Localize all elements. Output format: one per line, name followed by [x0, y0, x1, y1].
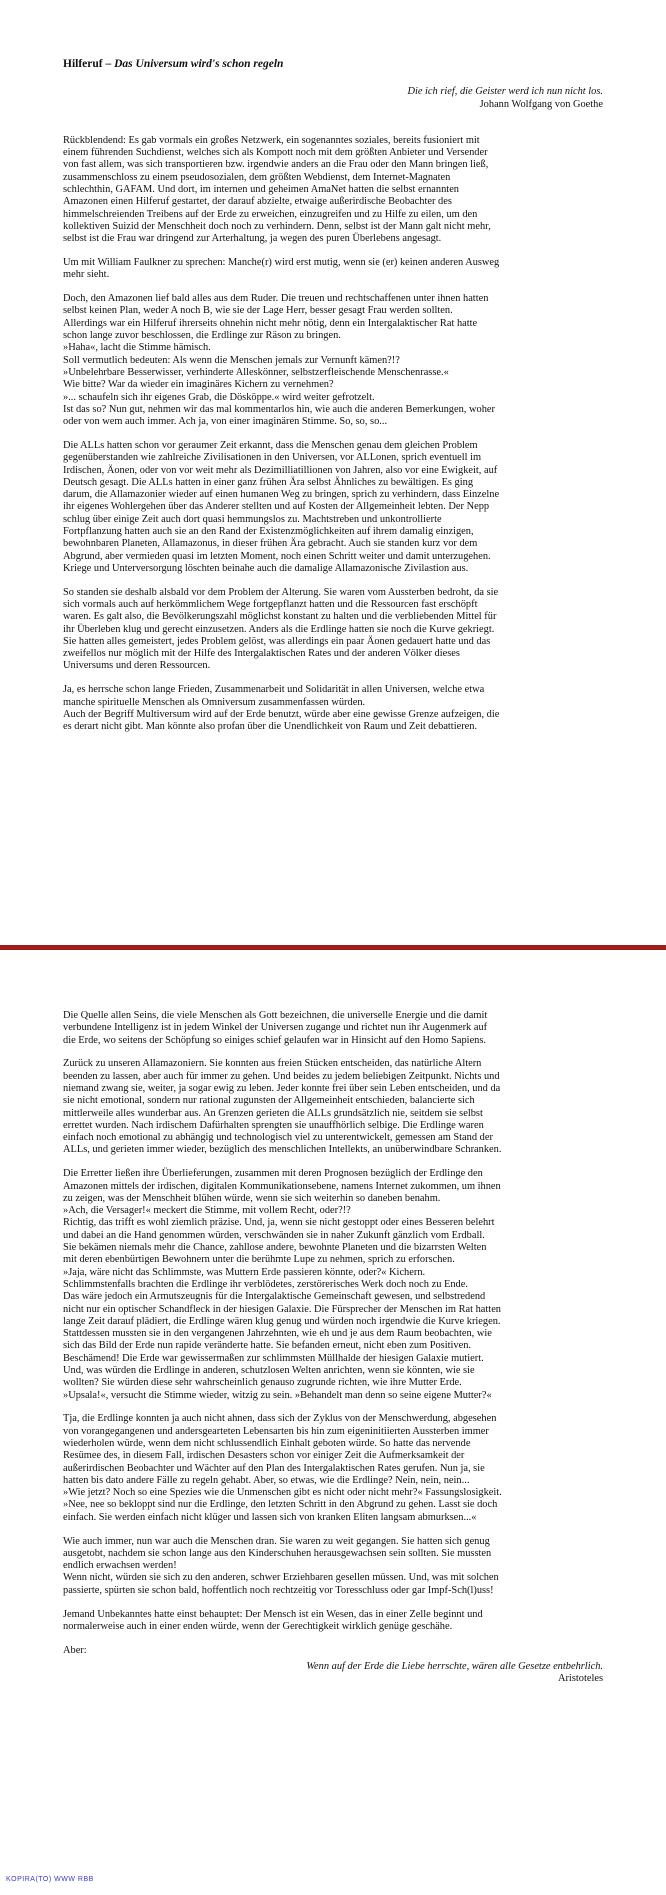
text-line: waren. Es galt also, die Bevölkerungszahl möglichst konstant zu halten und die verbliebenden Mittel für [63, 611, 497, 623]
text-line: ihr eigenes Wohlergehen über das Anderer stellten und auf Kosten der Allgemeinheit lebten. Der Nepp [63, 501, 490, 513]
text-line: himmelschreienden Treibens auf der Erde zu erweichen, einzugreifen und zu Hilfe zu eilen, um den [63, 208, 478, 220]
text-line: »Wie jetzt? Noch so eine Spezies wie die Unmenschen gibt es nicht oder nicht mehr?« Fassungslosigkeit. [63, 1487, 502, 1499]
paragraph [63, 587, 603, 673]
text-line: So standen sie deshalb alsbald vor dem Problem der Alterung. Sie waren vom Aussterben bedroht, da sie [63, 586, 499, 598]
text-line: Tja, die Erdlinge konnten ja auch nicht ahnen, dass sich der Zyklus von der Menschwerdung, abgesehen [63, 1413, 497, 1425]
closing-quote-author: Aristoteles [557, 1673, 603, 1685]
text-line: Beschämend! Die Erde war gewissermaßen zur schlimmsten Müllhalde der hiesigen Galaxie mutiert. [63, 1352, 484, 1364]
text-line: ihr Überleben klug und gerecht einzusetzen. Anders als die Erdlinge hatten sie noch die Kurve gekriegt. [63, 623, 495, 635]
text-line: Ja, es herrsche schon lange Frieden, Zusammenarbeit und Solidarität in allen Universen, welche etwa [63, 684, 485, 696]
text-line: sich vormals auch auf herkömmlichem Wege fortgepflanzt hatten und die Ressourcen fast erschöpft [63, 598, 478, 610]
closing-quote [63, 1661, 603, 1686]
text-line: nicht nur ein optischer Schandfleck in der hiesigen Galaxie. Die Fürsprecher der Menschen im Rat hatten [63, 1303, 501, 1315]
text-line: Die Quelle allen Seins, die viele Menschen als Gott bezeichnen, die universelle Energie und die damit [63, 1010, 488, 1021]
text-line: einfach noch emotional zu abhängig und technologisch viel zu unterentwickelt, gemessen am Stand der [63, 1132, 493, 1144]
text-line: Universums und deren Ressourcen. [63, 660, 211, 672]
text-line: Wie bitte? War da wieder ein imaginäres Kichern zu vernehmen? [63, 379, 334, 391]
page-two [0, 1010, 666, 1686]
text-line: oder von wem auch immer. Ach ja, von einer imaginären Stimme. So, so, so... [63, 416, 388, 428]
text-line: Das wäre jedoch ein Armutszeugnis für die Intergalaktische Gemeinschaft gewesen, und selbstredend [63, 1291, 486, 1303]
story-title: Hilferuf – Das Universum wird's schon regeln [63, 58, 284, 70]
paragraph [63, 1010, 603, 1047]
text-line: verbundene Intelligenz ist in jedem Winkel der Universen zugange und richtet nun ihr Augenmerk auf [63, 1022, 488, 1034]
text-line: zu zeigen, was der Menschheit blühen würde, wenn sie sich weiterhin so daneben benahm. [63, 1192, 441, 1204]
text-line: Ist das so? Nun gut, nehmen wir das mal kommentarlos hin, wie auch die anderen Bemerkungen, woher [63, 403, 495, 415]
text-line: Die ALLs hatten schon vor geraumer Zeit erkannt, dass die Menschen genau dem gleichen Problem [63, 439, 478, 451]
copyright-footer: KOPIRA(TO) WWW RBB [6, 1876, 94, 1883]
text-line: Zurück zu unseren Allamazoniern. Sie konnten aus freien Stücken entscheiden, das natürliche Altern [63, 1058, 482, 1070]
aber-label: Aber: [63, 1644, 87, 1656]
text-line: Deutsch gesagt. Die ALLs hatten in einer ganz frühen Ära selbst Ähnliches zu bewältigen. Es ging [63, 476, 474, 488]
text-line: Irdischen, Äonen, oder von vor weit mehr als Dezimilliatillionen von Jahren, also vor eine Ewigkeit, auf [63, 464, 498, 476]
text-line: beenden zu lassen, aber auch für immer zu gehen. Und beides zu jedem beliebigen Zeitpunkt. Nichts und [63, 1070, 500, 1082]
text-line: wiederholen würde, wenn dem nicht schlussendlich Einhalt geboten würde. So hatte das nervende [63, 1438, 471, 1449]
text-line: Soll vermutlich bedeuten: Als wenn die Menschen jemals zur Vernunft kämen?!? [63, 354, 400, 366]
text-line: von vorangegangenen und andersgearteten Lebensarten bis hin zum eigeninitiierten Aussterben immer [63, 1425, 489, 1437]
text-line: »... schaufeln sich ihr eigenes Grab, die Dösköppe.« wird weiter gefrotzelt. [63, 391, 375, 403]
paragraph [63, 1609, 603, 1634]
text-line: Allerdings war ein Hilferuf ihrerseits ohnehin nicht mehr nötig, denn ein Intergalaktischer Rat hatte [63, 317, 478, 329]
text-line: Amazonen einen Hilferuf gestartet, der darauf abzielte, etwaige außerirdische Beobachter des [63, 196, 452, 208]
text-line: Wenn nicht, würden sie sich zu den anderen, schwer Erziehbaren gesellen müssen. Und, was mit solchen [63, 1572, 499, 1584]
text-line: niemand zwang sie, weiter, ja sogar ewig zu leben. Jeder konnte frei über sein Leben entscheiden, und da [63, 1082, 501, 1094]
text-line: mit deren ebenbürtigen Bewohnern unter die berühmte Lupe zu nehmen, sprich zu erforschen. [63, 1254, 455, 1266]
paragraph [63, 440, 603, 575]
text-line: Stattdessen mussten sie in den vergangenen Jahrzehnten, wie eh und je aus dem Raum beobachten, wie [63, 1328, 492, 1340]
paragraph [63, 135, 603, 246]
text-line: Resümee des, in diesem Fall, irdischen Desasters schon vor einiger Zeit die Aufmerksamkeit der [63, 1450, 465, 1462]
text-line: manche spirituelle Menschen als Omniversum zusammenfassen würden. [63, 696, 366, 708]
text-line: »Haha«, lacht die Stimme hämisch. [63, 342, 211, 354]
text-line: »Jaja, wäre nicht das Schlimmste, was Muttern Erde passieren könnte, oder?« Kichern. [63, 1266, 426, 1278]
epigraph-author: Johann Wolfgang von Goethe [479, 98, 603, 110]
text-line: zweifellos nur möglich mit der Hilfe des Intergalaktischen Rates und der anderen Völker dieses [63, 648, 460, 660]
text-line: ALLs, und gerieten immer wieder, bezüglich des menschlichen Intellekts, an unüberwindbare Schranken. [63, 1144, 502, 1156]
text-line: wollten? Sie würden diese sehr wahrscheinlich genauso zugrunde richten, wie ihre Mutter Erde. [63, 1377, 462, 1389]
text-line: einfach. Sie werden einfach nicht klüger und lassen sich von kranken Eliten langsam abmurksen...« [63, 1511, 477, 1523]
paragraph [63, 1536, 603, 1597]
text-line: Amazonen mittels der irdischen, digitalen Kommunikationsebene, namens Internet zukommen, um ihnen [63, 1180, 501, 1192]
text-line: passierte, spürten sie schon bald, hoffentlich noch rechtzeitig vor Toresschluss oder gar Impf-Sch(l)uss! [63, 1584, 494, 1596]
text-line: Schlimmstenfalls brachten die Erdlinge ihr verblödetes, zerstörerisches Werk doch noch zu Ende. [63, 1278, 468, 1290]
text-line: Abgrund, aber vermieden quasi im letzten Moment, noch einen Schritt weiter und damit unterzugehen. [63, 550, 491, 562]
page-one [0, 58, 666, 745]
text-line: selbst ist die Frau war dringend zur Arterhaltung, ja wegen des puren Überlebens angesagt. [63, 233, 442, 245]
text-line: Um mit William Faulkner zu sprechen: Manche(r) wird erst mutig, wenn sie (er) keinen anderen Ausweg [63, 257, 500, 269]
paragraph [63, 293, 603, 428]
text-line: mittlerweile alles wunderbar aus. An Grenzen gerieten die ALLs grundsätzlich nie, seitdem sie selbst [63, 1107, 483, 1119]
page-divider [0, 945, 666, 950]
text-line: normalerweise auch in einer enden würde, wenn der Gerechtigkeit wirklich genüge geschähe. [63, 1620, 453, 1632]
text-line: einem führenden Suchdienst, welches sich als Kompott noch mit dem größten Anbieter und Versender [63, 147, 488, 159]
text-line: kollektiven Suizid der Menschheit doch noch zu verhindern. Denn, selbst ist der Mann galt nicht mehr, [63, 220, 491, 232]
text-line: schlug über einige Zeit auch dort quasi hemmungslos zu. Machtstreben und unkontrollierte [63, 513, 442, 525]
epigraph-text: Die ich rief, die Geister werd ich nun nicht los. [407, 86, 603, 98]
text-line: gegenüberstanden wie zahlreiche Zivilisationen in den Universen, vor ALLonen, sprich eventuell im [63, 452, 482, 464]
text-line: Rückblendend: Es gab vormals ein großes Netzwerk, ein sogenanntes soziales, bereits fusioniert mit [63, 134, 480, 146]
text-line: und dabei an die Hand genommen würden, verschwänden sie in naher Zukunft gänzlich vom Erdball. [63, 1229, 485, 1241]
text-line: »Unbelehrbare Besserwisser, verhinderte Alleskönner, selbstzerfleischende Menschenrasse.« [63, 366, 449, 378]
text-line: Doch, den Amazonen lief bald alles aus dem Ruder. Die treuen und rechtschaffenen unter ihnen hatten [63, 293, 489, 305]
text-line: Jemand Unbekanntes hatte einst behauptet: Der Mensch ist ein Wesen, das in einer Zelle beginnt und [63, 1608, 483, 1620]
text-line: zusammenschloss zu einem pseudosozialen, dem größten Webdienst, dem Internet-Magnaten [63, 171, 451, 183]
text-line: ausgetobt, nachdem sie schon lange aus den Kinderschuhen herausgewachsen sein sollten. Sie mussten [63, 1547, 492, 1559]
text-line: Auch der Begriff Multiversum wird auf der Erde benutzt, würde aber eine gewisse Grenze aufzeigen, die [63, 708, 500, 720]
text-line: endlich erwachsen werden! [63, 1560, 177, 1572]
text-line: bewohnbaren Planeten, Allamazonus, in dieser frühen Ära gebracht. Auch sie standen kurz vor dem [63, 538, 478, 550]
text-line: mehr sieht. [63, 269, 110, 281]
closing-quote-text: Wenn auf der Erde die Liebe herrschte, wären alle Gesetze entbehrlich. [306, 1660, 603, 1672]
paragraph [63, 1058, 603, 1156]
text-line: selbst keinen Plan, weder A noch B, wie sie der Lage Herr, besser gesagt Frau werden sollten. [63, 305, 453, 317]
text-line: sie nicht emotional, sondern nur rational zugunsten der Allgemeinheit entschieden, balancierte sich [63, 1095, 475, 1107]
page-one-body [63, 135, 603, 734]
paragraph [63, 257, 603, 282]
text-line: Fortpflanzung hatten auch sie an den Rand der Existenzmöglichkeiten auf ihrem damalig einzigen, [63, 526, 474, 537]
text-line: sich das Bild der Erde nun rapide veränderte hatte. Sie befanden erneut, nicht eben zum Positiven. [63, 1340, 471, 1352]
text-line: Sie hatten alles gemeistert, jedes Problem gelöst, was allerdings ein paar Äonen gedauert hatte und das [63, 635, 491, 647]
text-line: hatten bis dato andere Fälle zu regeln gehabt. Aber, so etwas, wie die Erdlinge? Nein, nein, nein... [63, 1474, 470, 1486]
paragraph [63, 1413, 603, 1524]
text-line: »Upsala!«, versucht die Stimme wieder, witzig zu sein. »Behandelt man denn so seine eigene Mutter?« [63, 1389, 492, 1401]
text-line: »Ach, die Versager!« meckert die Stimme, mit vollem Recht, oder?!? [63, 1205, 351, 1217]
text-line: Wie auch immer, nun war auch die Menschen dran. Sie waren zu weit gegangen. Sie hatten sich genug [63, 1535, 490, 1547]
paragraph [63, 1168, 603, 1402]
text-line: lange Zeit darauf plädiert, die Erdlinge wären klug genug und würden noch irgendwie die Kurve kriegen. [63, 1315, 501, 1327]
text-line: schlechthin, GAFAM. Und dort, im internen und geheimen AmaNet hatten die selbst ernannten [63, 184, 460, 196]
text-line: Sie bekämen niemals mehr die Chance, zahllose andere, bewohnte Planeten und die bizarrsten Welten [63, 1242, 487, 1254]
text-line: Kriege und Unterversorgung löschten beinahe auch die damalige Allamazonische Zivilastion aus. [63, 562, 469, 574]
text-line: Die Erretter ließen ihre Überlieferungen, zusammen mit deren Prognosen bezüglich der Erdlinge den [63, 1168, 483, 1180]
text-line: »Nee, nee so bekloppt sind nur die Erdlinge, den letzten Schritt in den Abgrund zu gehen. Lasst sie doch [63, 1499, 498, 1511]
text-line: es derart nicht gibt. Man könnte also profan über die Unendlichkeit von Raum und Zeit debattieren. [63, 721, 478, 733]
text-line: von fast allem, was sich transportieren bzw. irgendwie anders an die Frau oder den Mann bringen ließ, [63, 159, 489, 171]
text-line: errettet wurden. Nach irdischem Dafürhalten sprengten sie unauffhörlich selbige. Die Erdlinge waren [63, 1119, 484, 1131]
text-line: außerirdischen Beobachter und Wächter auf den Plan des Intergalaktischen Rates gerufen. Nun ja, sie [63, 1462, 485, 1474]
paragraph [63, 684, 603, 733]
text-line: die Erde, wo seitens der Schöpfung so einiges schief gelaufen war in Hinsicht auf den Homo Sapiens. [63, 1034, 487, 1046]
epigraph [63, 86, 603, 111]
page-two-body [63, 1010, 603, 1633]
text-line: schon lange zuvor beschlossen, die Erdlinge zur Räson zu bringen. [63, 330, 341, 342]
text-line: Und, was würden die Erdlinge in anderen, schutzlosen Welten anrichten, wenn sie könnten, wie sie [63, 1365, 475, 1377]
text-line: Richtig, das trifft es wohl ziemlich präzise. Und, ja, wenn sie nicht gestoppt oder eines Besseren belehrt [63, 1217, 495, 1229]
text-line: darum, die Allamazonier wieder auf einen humanen Weg zu bringen, sprich zu verhindern, dass Einzelne [63, 489, 500, 501]
